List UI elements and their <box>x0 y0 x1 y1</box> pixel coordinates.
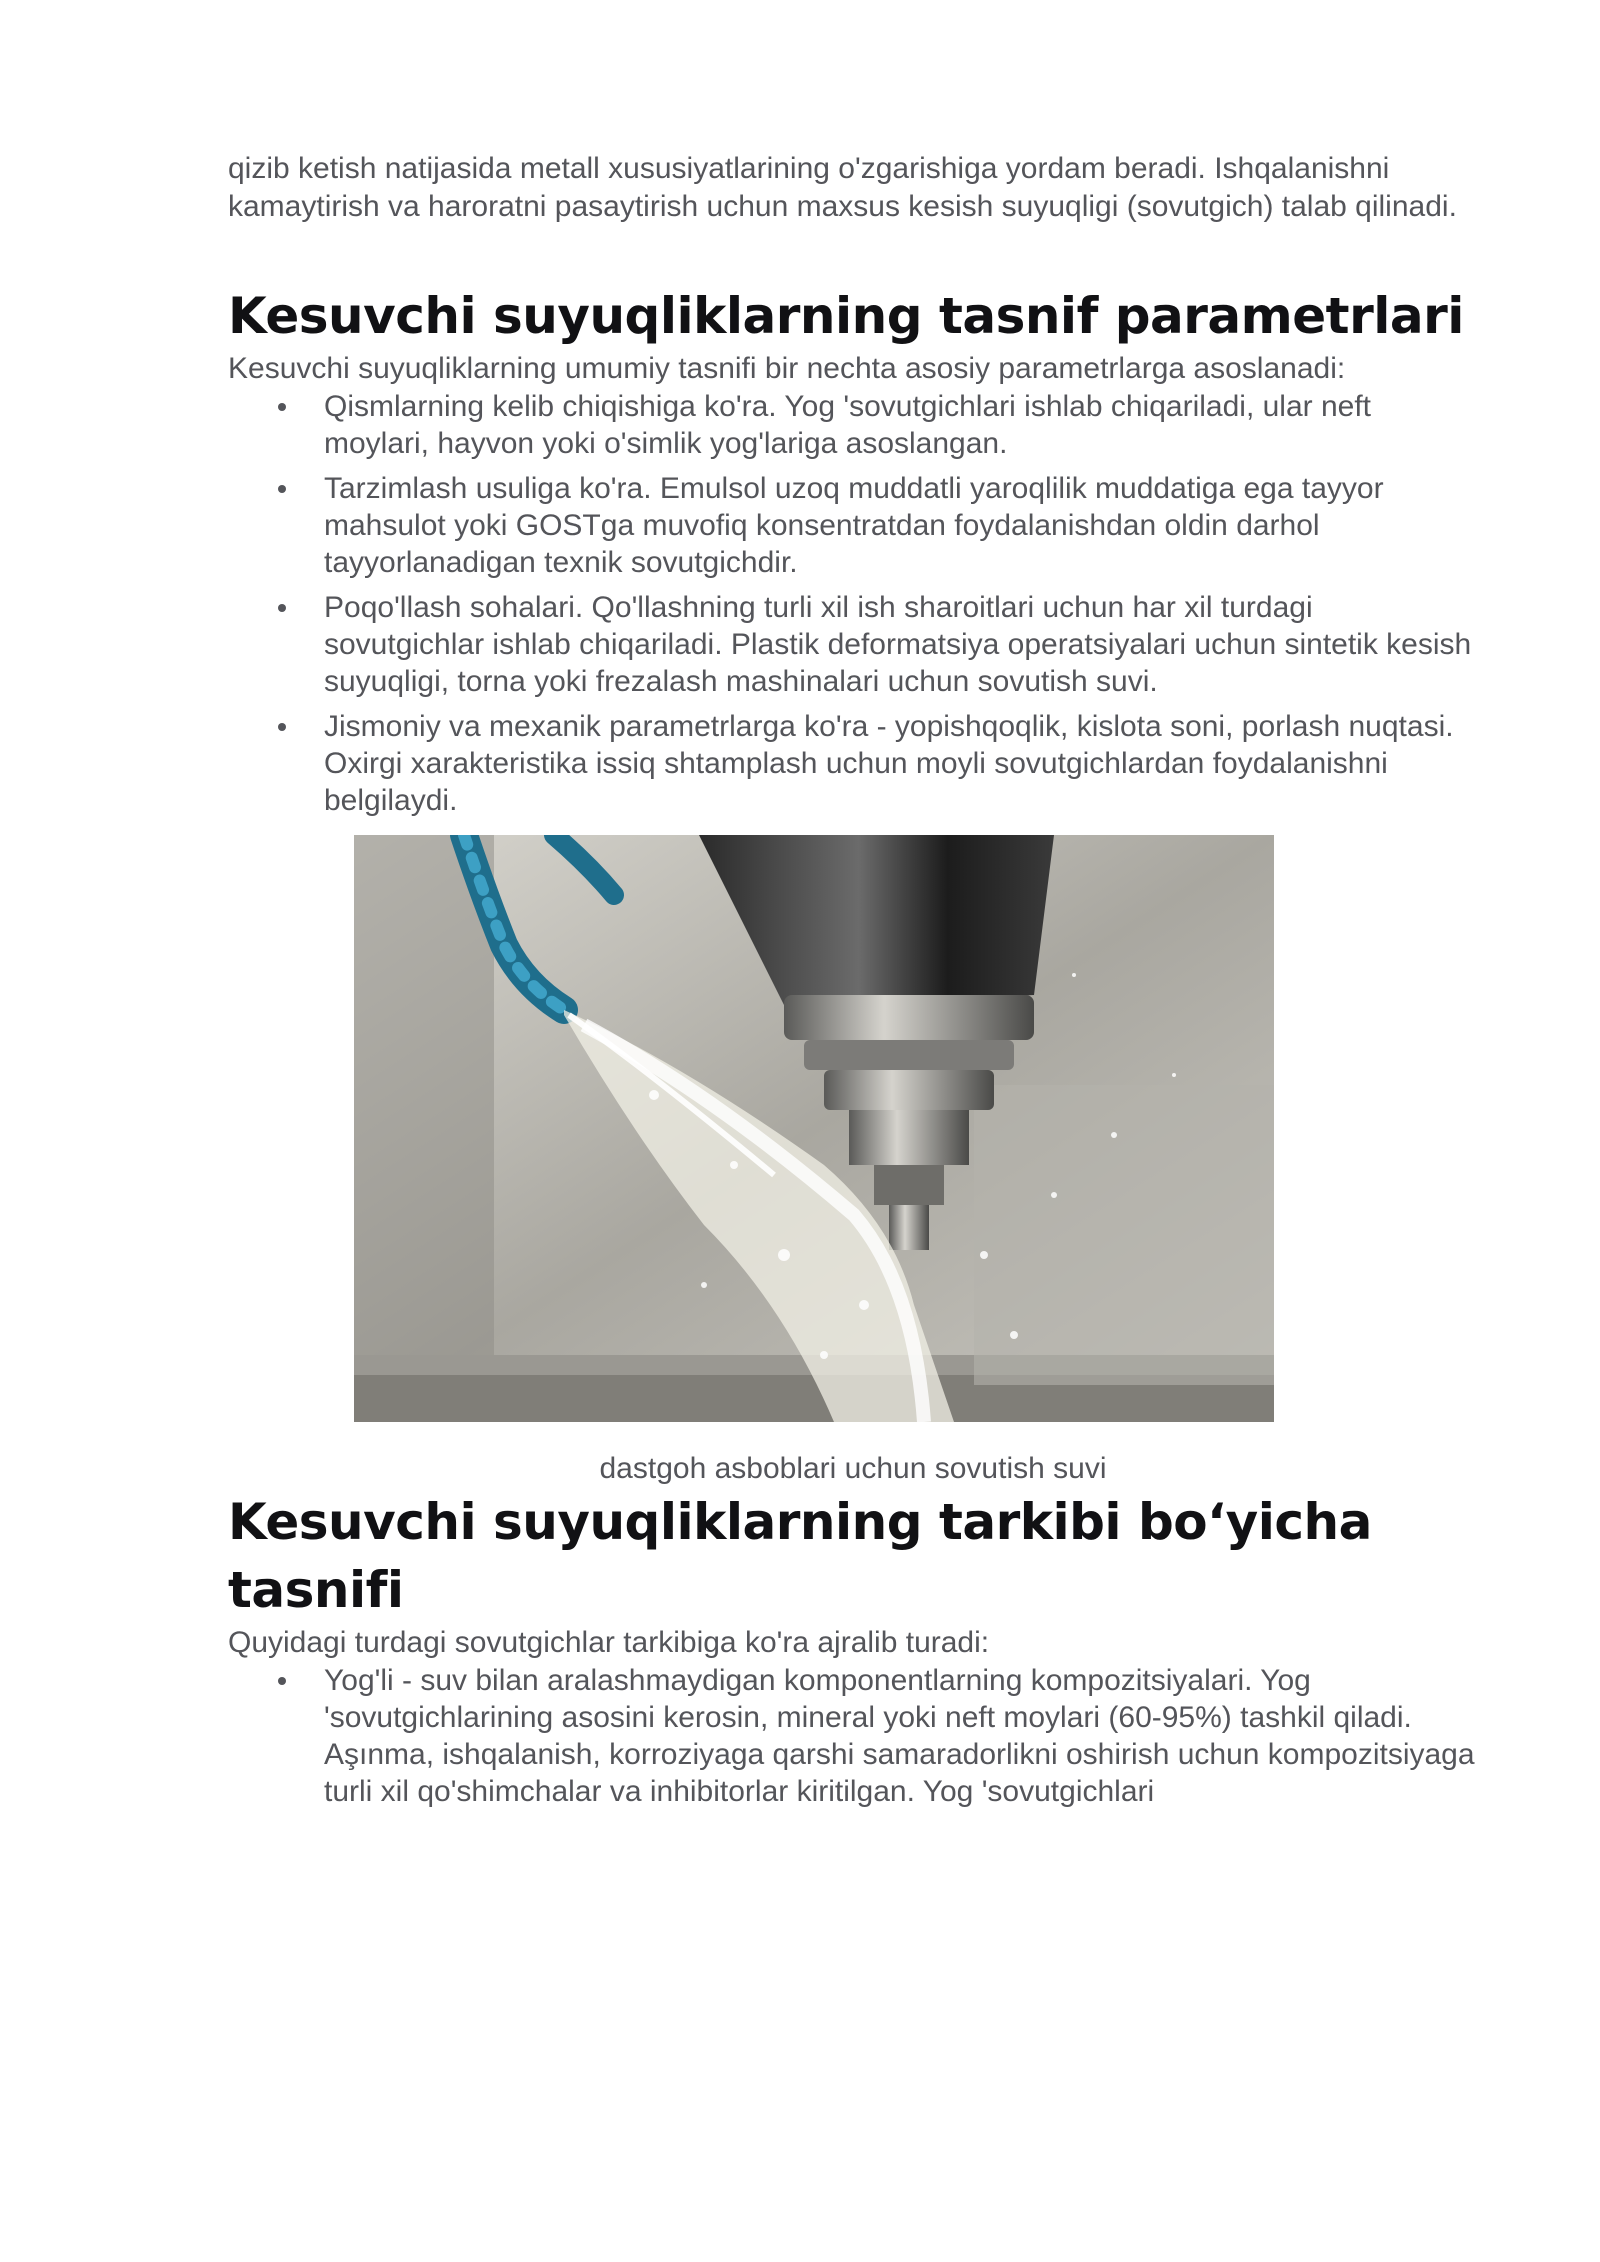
list-item: Tarzimlash usuliga ko'ra. Emulsol uzoq muddatli yaroqlilik muddatiga ega tayyor mahsulot yoki GOSTga muvofiq konsentratdan foydalanishdan oldin darhol tayyorlanadigan texnik sovutgichdir. <box>228 470 1478 581</box>
list-item: Jismoniy va mexanik parametrlarga ko'ra - yopishqoqlik, kislota soni, porlash nuqtasi. Oxirgi xarakteristika issiq shtamplash uchun moyli sovutgichlardan foydalanishni belgilaydi. <box>228 708 1478 819</box>
document-content <box>228 150 1478 1818</box>
figure <box>228 835 1478 1488</box>
figure-caption: dastgoh asboblari uchun sovutish suvi <box>599 1452 1107 1485</box>
section1-bullet-list <box>228 388 1478 819</box>
list-item: Qismlarning kelib chiqishiga ko'ra. Yog 'sovutgichlari ishlab chiqariladi, ular neft moylari, hayvon yoki o'simlik yog'lariga asoslangan. <box>228 388 1478 462</box>
list-item: Yog'li - suv bilan aralashmaydigan komponentlarning kompozitsiyalari. Yog 'sovutgichlarining asosini kerosin, mineral yoki neft moylari (60-95%) tashkil qiladi. Aşınma, ishqalanish, korroziyaga qarshi samaradorlikni oshirish uchun kompozitsiyaga turli xil qo'shimchalar va inhibitorlar kiritilgan. Yog 'sovutgichlari <box>228 1662 1478 1810</box>
coolant-machining-photo <box>354 835 1274 1422</box>
section2-bullet-list <box>228 1662 1478 1810</box>
section-heading-classification-parameters: Kesuvchi suyuqliklarning tasnif parametrlari <box>228 287 1464 345</box>
section1-lead-paragraph: Kesuvchi suyuqliklarning umumiy tasnifi bir nechta asosiy parametrlarga asoslanadi: <box>228 352 1346 385</box>
section2-lead-paragraph: Quyidagi turdagi sovutgichlar tarkibiga ko'ra ajralib turadi: <box>228 1626 990 1659</box>
intro-paragraph: qizib ketish natijasida metall xususiyatlarining o'zgarishiga yordam beradi. Ishqalanishni kamaytirish va haroratni pasaytirish uchun maxsus kesish suyuqligi (sovutgich) talab qilinadi. <box>228 152 1457 223</box>
list-item: Poqo'llash sohalari. Qo'llashning turli xil ish sharoitlari uchun har xil turdagi sovutgichlar ishlab chiqariladi. Plastik deformatsiya operatsiyalari uchun sintetik kesish suyuqligi, torna yoki frezalash mashinalari uchun sovutish suvi. <box>228 589 1478 700</box>
section-heading-composition-classification: Kesuvchi suyuqliklarning tarkibi bo‘yicha tasnifi <box>228 1493 1372 1619</box>
